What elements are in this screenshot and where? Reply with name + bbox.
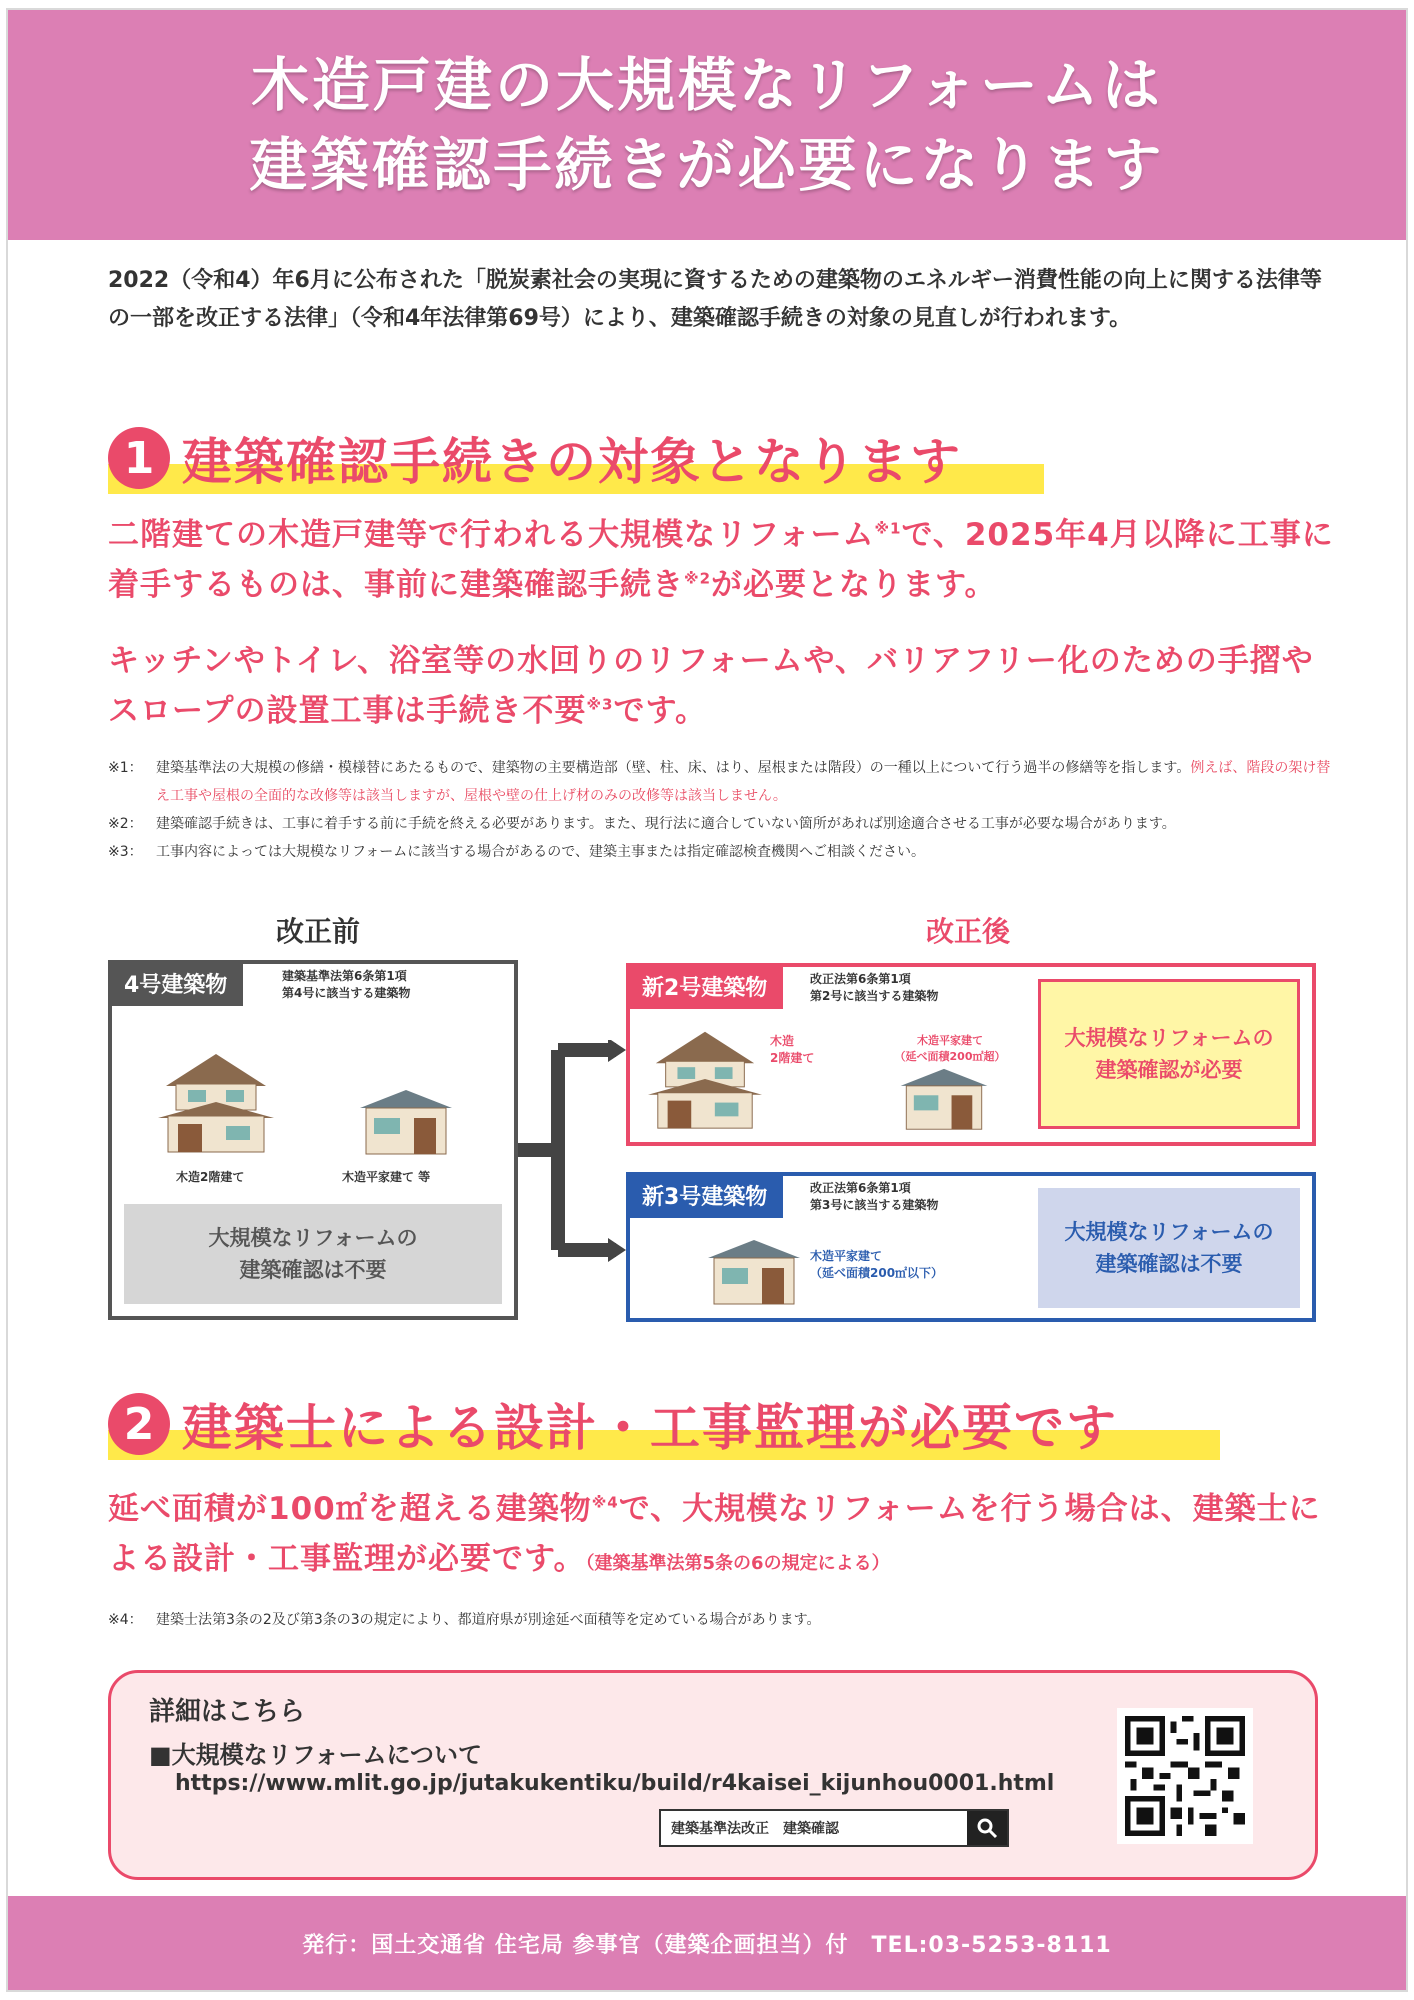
tag-desc-line: 第2号に該当する建築物 [810, 989, 939, 1003]
footnote-2 [108, 810, 1338, 838]
footnote-mark: ※4： [108, 1612, 143, 1628]
footnote-text: 建築確認手続きは、工事に着手する前に手続を終える必要があります。また、現行法に適合していない箇所があれば別途適合させる工事が必要な場合があります。 [156, 816, 1176, 832]
footnote-red-text: 屋根や壁の仕上げ材のみの改修等は該当しません。 [464, 788, 787, 804]
one-story-house-icon [706, 1238, 802, 1308]
caption-line: 木造 [770, 1034, 795, 1048]
one-story-house-icon [898, 1067, 990, 1133]
details-title: 詳細はこちら [149, 1697, 306, 1727]
house-caption [770, 1033, 814, 1067]
before-box-4gou [108, 960, 518, 1320]
footnote-ref: ※2 [684, 569, 712, 588]
one-story-house-icon [358, 1088, 454, 1158]
tag-desc-line: 建築基準法第6条第1項 [282, 969, 407, 983]
house-caption: 木造2階建て [176, 1170, 245, 1184]
section-2-heading [108, 1386, 1118, 1462]
para-text: です。 [613, 693, 708, 729]
house-caption: 木造平家建て 等 [342, 1170, 431, 1184]
section-1-paragraph-2 [108, 636, 1338, 736]
section-number-badge: 2 [108, 1393, 170, 1455]
result-text: 建築確認は不要 [1095, 1252, 1243, 1276]
after-revision-label: 改正後 [925, 915, 1010, 948]
building-class-tag: 新2号建築物 [626, 963, 783, 1009]
result-text: 大規模なリフォームの [208, 1226, 418, 1250]
tag-desc-line: 第4号に該当する建築物 [282, 986, 411, 1000]
search-query-text[interactable]: 建築基準法改正 建築確認 [671, 1821, 839, 1837]
result-text: 建築確認が必要 [1095, 1058, 1243, 1082]
title-line-1: 木造戸建の大規模なリフォームは [250, 51, 1164, 119]
publisher-text: 発行：国土交通省 住宅局 参事官（建築企画担当）付 TEL:03-5253-8111 [302, 1932, 1112, 1958]
footnote-1 [108, 754, 1338, 810]
section-2-paragraph [108, 1484, 1338, 1589]
building-class-tag: 新3号建築物 [626, 1172, 783, 1218]
before-revision-label: 改正前 [275, 915, 360, 948]
footnote-ref: ※3 [586, 695, 614, 714]
publisher-footer [8, 1896, 1406, 1990]
footnote-ref: ※1 [874, 519, 902, 538]
tag-description [282, 968, 410, 1002]
search-icon[interactable] [967, 1811, 1007, 1845]
two-story-house-icon [646, 1023, 764, 1133]
footnote-3 [108, 838, 1338, 866]
caption-line: 2階建て [770, 1051, 815, 1065]
footnote-mark: ※2： [108, 816, 143, 832]
para-text: 延べ面積が100㎡を超える建築物 [108, 1491, 592, 1527]
footnote-text: 建築基準法の大規模の修繕・模様替にあたるもので、建築物の主要構造部（壁、柱、床、はり、屋根または階段）の一種以上について行う過半の修繕等を指します。 [156, 760, 1191, 776]
section-1-paragraph-1 [108, 510, 1338, 610]
caption-line: （延べ面積200㎡以下） [810, 1266, 944, 1280]
para-text: 二階建ての木造戸建等で行われる大規模なリフォーム [108, 517, 875, 553]
two-story-house-icon [156, 1046, 276, 1156]
details-subtitle: ■大規模なリフォームについて [149, 1741, 482, 1769]
result-text: 大規模なリフォームの [1064, 1026, 1274, 1050]
tag-desc-line: 改正法第6条第1項 [810, 1181, 911, 1195]
legal-basis-note: （建築基準法第5条の6の規定による） [585, 1553, 890, 1574]
section-1-title: 建築確認手続きの対象となります [182, 433, 962, 491]
footnote-red-text: 例えば、階段の架け替え工事や屋根の全面的な改修等は該当しますが、 [156, 760, 1331, 804]
result-box-not-required [1038, 1188, 1300, 1308]
para-text: キッチンやトイレ、浴室等の水回りのリフォームや、バリアフリー化のための手摺やスロープの設置工事は手続き不要 [108, 643, 1314, 729]
section-1-heading [108, 420, 962, 496]
para-text: で、2025年4月以降に工事に着手するものは、事前に建築確認手続き [108, 517, 1334, 603]
result-box-required [1038, 979, 1300, 1129]
footnote-body [156, 754, 1338, 810]
caption-line: 木造平家建て [810, 1249, 883, 1263]
section-2-footnote [108, 1606, 1338, 1634]
flyer-page [6, 8, 1408, 1992]
tag-desc-line: 第3号に該当する建築物 [810, 1198, 939, 1212]
section-2-title: 建築士による設計・工事監理が必要です [182, 1399, 1118, 1457]
house-caption [810, 1248, 943, 1282]
para-text: で、大規模なリフォームを行う場合は、建築士による設計・工事監理が必要です。 [108, 1491, 1321, 1577]
intro-paragraph: 2022（令和4）年6月に公布された「脱炭素社会の実現に資するための建築物のエネルギー消費性能の向上に関する法律等の一部を改正する法律」（令和4年法律第69号）により、建築確認手続きの対象の見直しが行われます。 [108, 268, 1322, 331]
section-number-badge: 1 [108, 427, 170, 489]
tag-description [810, 1180, 938, 1214]
footnote-ref: ※4 [591, 1493, 619, 1512]
tag-description [810, 971, 938, 1005]
result-text: 大規模なリフォームの [1064, 1220, 1274, 1244]
arrow-bracket [518, 1040, 626, 1270]
footnote-4 [108, 1606, 1338, 1634]
building-class-tag: 4号建築物 [108, 960, 243, 1006]
after-box-new-3gou [626, 1172, 1316, 1322]
footnote-text: 工事内容によっては大規模なリフォームに該当する場合があるので、建築主事または指定確認検査機関へご相談ください。 [156, 844, 926, 860]
para-text: が必要となります。 [711, 567, 997, 603]
qr-code-icon[interactable] [1117, 1708, 1253, 1844]
result-box-not-required [124, 1204, 502, 1304]
tag-desc-line: 改正法第6条第1項 [810, 972, 911, 986]
title-banner [8, 10, 1406, 240]
footnote-mark: ※3： [108, 844, 143, 860]
section-1-footnotes [108, 754, 1338, 866]
search-box[interactable] [659, 1809, 1009, 1847]
footnote-text: 建築士法第3条の2及び第3条の3の規定により、都道府県が別途延べ面積等を定めている場合があります。 [156, 1612, 821, 1628]
details-box [108, 1670, 1318, 1880]
caption-line: 木造平家建て [917, 1034, 983, 1047]
footnote-mark: ※1： [108, 760, 143, 776]
result-text: 建築確認は不要 [239, 1258, 387, 1282]
after-box-new-2gou [626, 963, 1316, 1146]
house-caption [880, 1033, 1020, 1065]
title-line-2: 建築確認手続きが必要になります [249, 131, 1165, 199]
details-url-link[interactable]: https://www.mlit.go.jp/jutakukentiku/build/r4kaisei_kijunhou0001.html [175, 1771, 1055, 1796]
caption-line: （延べ面積200㎡超） [894, 1050, 1006, 1063]
